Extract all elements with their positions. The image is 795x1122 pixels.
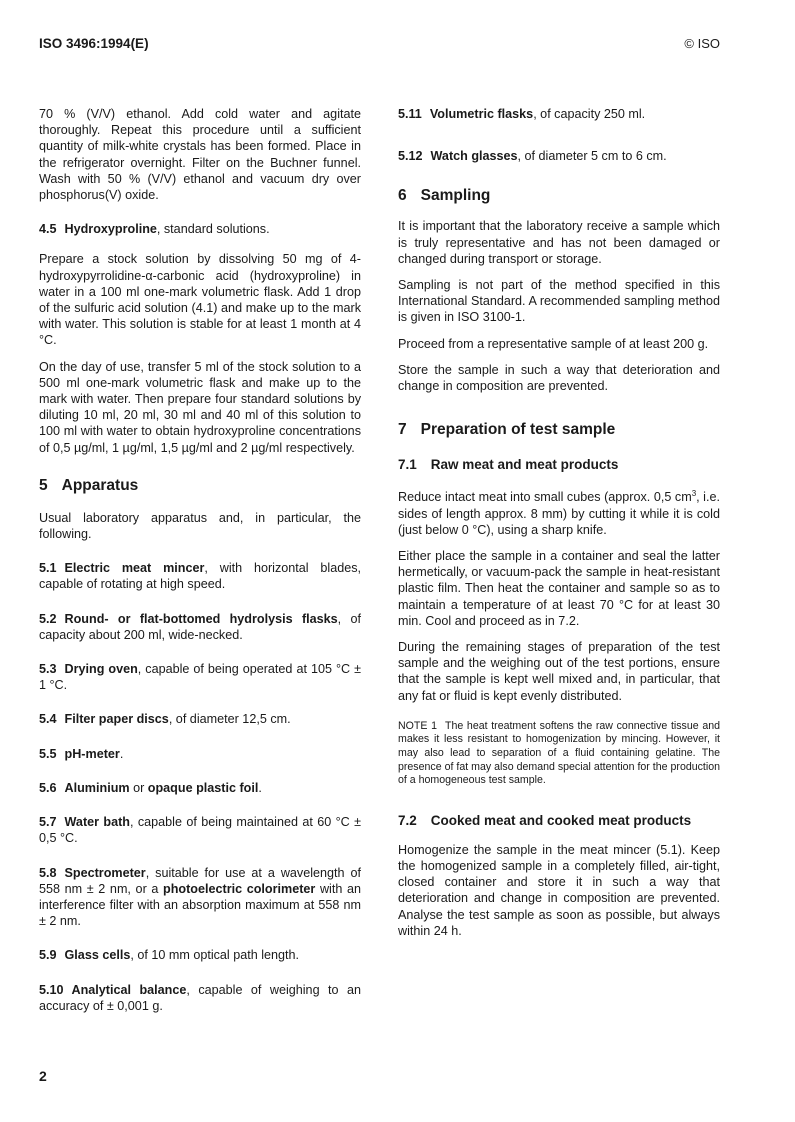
paragraph: Usual laboratory apparatus and, in particular, the following. bbox=[39, 510, 361, 542]
paragraph: Reduce intact meat into small cubes (approx. 0,5 $cm^3$, i.e. sides of length approx. 8 mm) by cutting it while it is cold (just below 0 °C), using a sharp knife. bbox=[398, 489, 720, 537]
section-6-heading: 6 Sampling bbox=[398, 187, 491, 205]
section-5-heading: 5 Apparatus bbox=[39, 476, 139, 494]
paragraph: Proceed from a representative sample of at least 200 g. bbox=[398, 336, 709, 351]
paragraph: Prepare a stock solution by dissolving 50 mg of 4-hydroxypyrrolidine-α-carbonic acid (hydroxyproline) in water in a 100 ml one-mark volumetric flask. Add 1 drop of the sulfuric acid solution (4.1) and make up to the mark with water. This solution is stable for at least 1 month at 4 °C. bbox=[39, 252, 361, 348]
note-label: NOTE 1 bbox=[398, 719, 437, 732]
apparatus-item-5-10: 5.10 Analytical balance, capable of weighing to an accuracy of ± 0,001 g. bbox=[39, 982, 361, 1013]
apparatus-item-5-5: 5.5 pH-meter. bbox=[39, 746, 124, 761]
paragraph: Sampling is not part of the method specified in this International Standard. A recommended sampling method is given in ISO 3100-1. bbox=[398, 278, 720, 325]
apparatus-item-5-3: 5.3 Drying oven, capable of being operated at 105 °C ± 1 °C. bbox=[39, 662, 361, 693]
paragraph: Store the sample in such a way that deterioration and change in composition are prevented. bbox=[398, 362, 720, 394]
paragraph: On the day of use, transfer 5 ml of the stock solution to a 500 ml one-mark volumetric flask and make up to the mark with water. Then prepare four standard solutions by diluting 10 ml, 20 ml, 30 ml and 40 ml of this solution to 100 ml with water to obtain hydroxyproline concentrations of 0,5 µg/ml, 1 µg/ml, 1,5 µg/ml and 2 µg/ml respectively. bbox=[39, 359, 361, 455]
clause-title: Hydroxyproline bbox=[64, 222, 157, 237]
apparatus-item-5-7: 5.7 Water bath, capable of being maintained at 60 °C ± 0,5 °C. bbox=[39, 815, 362, 846]
subsection-7-2-heading: 7.2 Cooked meat and cooked meat products bbox=[398, 812, 692, 828]
clause-text: , standard solutions. bbox=[156, 222, 270, 237]
note-text: The heat treatment softens the raw connective tissue and makes it less resistant to homogenization by mincing. However, it may also lead to separation of a fluid containing gelatine. The presence of fat may also demand special attention for the production of a homogeneous test sample. bbox=[398, 719, 720, 787]
apparatus-item-5-8: 5.8 Spectrometer, suitable for use at a wavelength of 558 nm ± 2 nm, or a photoelectric colorimeter with an interference filter with an absorption maximum at 558 nm ± 2 nm. bbox=[39, 865, 361, 929]
standard-number: ISO 3496:1994(E) bbox=[39, 36, 149, 51]
apparatus-item-5-2: 5.2 Round- or flat-bottomed hydrolysis flasks, of capacity about 200 ml, wide-necked. bbox=[39, 611, 361, 642]
section-7-heading: 7 Preparation of test sample bbox=[398, 421, 616, 439]
paragraph: Either place the sample in a container and seal the latter hermetically, or vacuum-pack the sample in heat-resistant plastic film. Then heat the container and sample so as to maintain a temperature of at least 70 °C for at least 30 min. Cool and proceed as in 7.2. bbox=[398, 549, 720, 628]
page-number: 2 bbox=[39, 1068, 47, 1084]
paragraph: During the remaining stages of preparation of the test sample and the weighing out of the test portions, ensure that the sample is kept well mixed and, in particular, that any fat or fluid is kept evenly distributed. bbox=[398, 640, 720, 703]
right-column bbox=[398, 106, 720, 939]
subsection-7-1-heading: 7.1 Raw meat and meat products bbox=[398, 457, 619, 473]
paragraph: Homogenize the sample in the meat mincer (5.1). Keep the homogenized sample in a completely filled, air-tight, closed container and store it in such a way that deterioration and change in composition are prevented. Analyse the test sample as soon as possible, but always within 24 h. bbox=[398, 842, 720, 938]
clause-4-5-heading bbox=[39, 221, 361, 237]
clause-number: 4.5 bbox=[39, 222, 57, 237]
apparatus-item-5-11: 5.11 Volumetric flasks, of capacity 250 ml. bbox=[398, 107, 646, 121]
copyright-notice: © ISO bbox=[684, 36, 720, 51]
note-1 bbox=[398, 720, 720, 788]
apparatus-item-5-4: 5.4 Filter paper discs, of diameter 12,5 cm. bbox=[39, 712, 291, 727]
left-column bbox=[39, 106, 361, 1014]
apparatus-item-5-1: 5.1 Electric meat mincer, with horizontal blades, capable of rotating at high speed. bbox=[39, 561, 362, 592]
apparatus-item-5-6: 5.6 Aluminium or opaque plastic foil. bbox=[39, 780, 262, 795]
apparatus-item-5-9: 5.9 Glass cells, of 10 mm optical path length. bbox=[39, 948, 300, 963]
continued-paragraph: 70 % (V/V) ethanol. Add cold water and agitate thoroughly. Repeat this procedure until a sufficient quantity of milk-white crystals has been formed. Place in the refrigerator overnight. Filter on the Buchner funnel. Wash with 50 % (V/V) ethanol and vacuum dry over phosphorus(V) oxide. bbox=[39, 107, 361, 203]
apparatus-item-5-12: 5.12 Watch glasses, of diameter 5 cm to 6 cm. bbox=[398, 149, 667, 164]
paragraph: It is important that the laboratory receive a sample which is truly representative and has not been damaged or changed during transport or storage. bbox=[398, 219, 720, 266]
